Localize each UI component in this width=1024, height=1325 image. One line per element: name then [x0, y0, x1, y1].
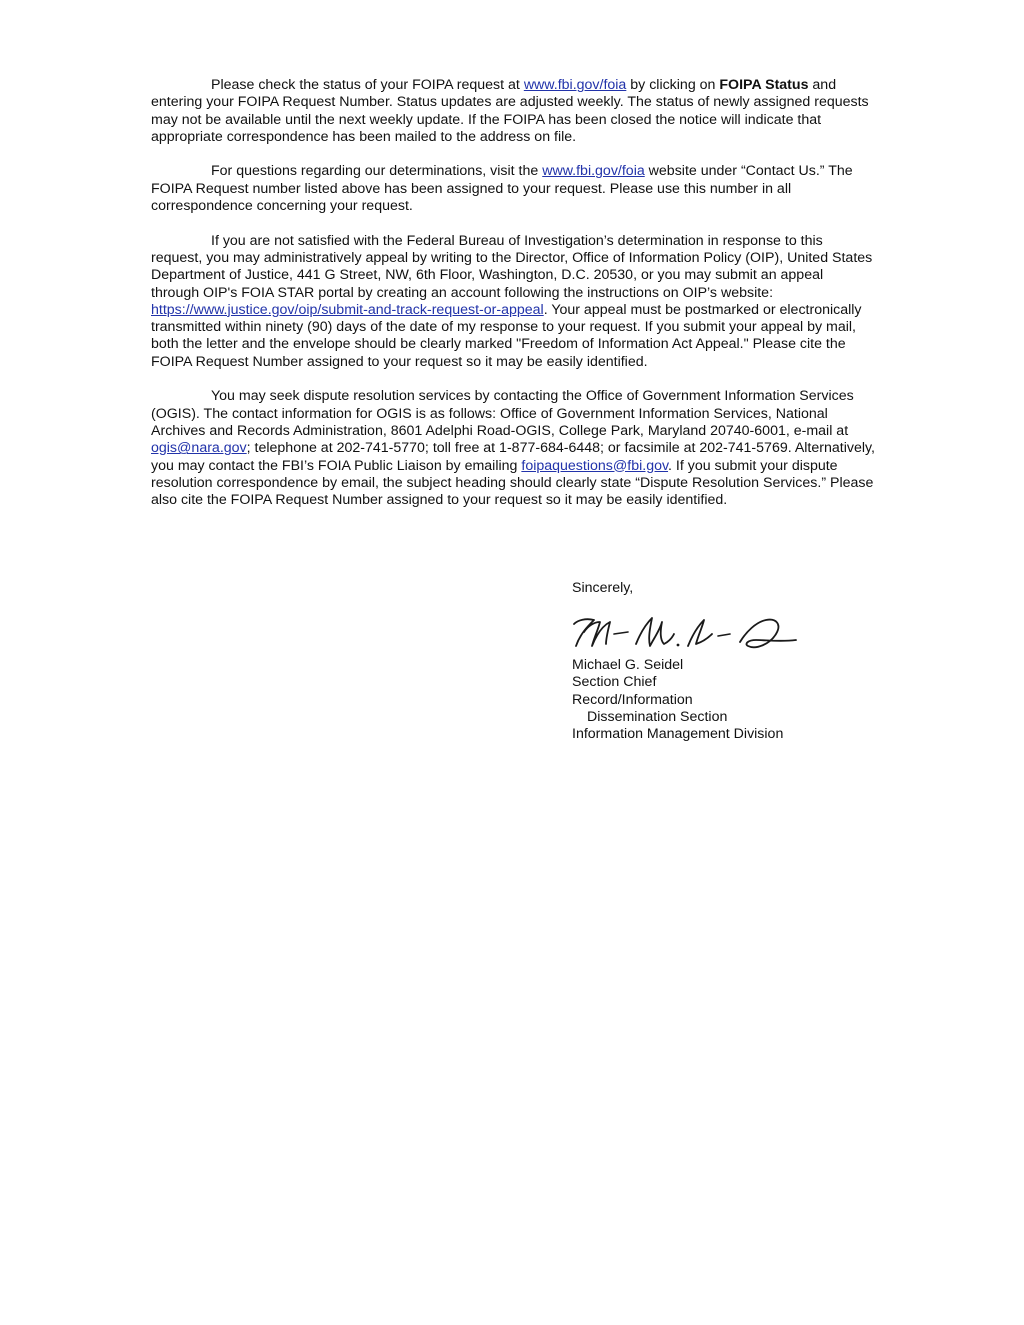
paragraph-status-check: [151, 77, 875, 146]
signer-section-line1: Record/Information: [572, 691, 693, 708]
signer-section-line2: Dissemination Section: [587, 708, 728, 725]
ogis-email-link[interactable]: ogis@nara.gov: [151, 440, 247, 457]
signer-title: Section Chief: [572, 674, 657, 691]
paragraph-text: Please check the status of your FOIPA request at: [211, 77, 524, 93]
paragraph-text: . If you submit your dispute resolution correspondence by email, the subject heading should clearly state “Dispute Resolution Services.” Please also cite the FOIPA Request Number assigned to your request so it may be easily identified.: [151, 457, 874, 509]
paragraph-text: You may seek dispute resolution services by contacting the Office of Government Information Services (OGIS). The contact information for OGIS is as follows: Office of Government Information Services, National Archives and Records Administration, 8601 Adelphi Road-OGIS, College Park, Maryland 20740-6001, e-mail at: [151, 388, 854, 439]
foipa-status-label: FOIPA Status: [719, 77, 809, 93]
paragraph-text: For questions regarding our determinations, visit the: [211, 163, 543, 180]
signature-icon: [570, 612, 802, 658]
fbi-foia-link[interactable]: www.fbi.gov/foia: [523, 77, 627, 93]
paragraph-text: website under “Contact Us.” The FOIPA Request number listed above has been assigned to your request. Please use this number in all correspondence concerning your request.: [151, 163, 853, 215]
signer-division: Information Management Division: [572, 726, 784, 743]
paragraph-questions: [151, 163, 875, 215]
foipa-questions-email-link[interactable]: foipaquestions@fbi.gov: [521, 457, 669, 474]
paragraph-appeal: [151, 233, 875, 371]
paragraph-text: If you are not satisfied with the Federal Bureau of Investigation’s determination in response to this request, you may administratively appeal by writing to the Director, Office of Information Policy (OIP), United States Department of Justice, 441 G Street, NW, 6th Floor, Washington, D.C. 20530, or you may submit an appeal through OIP's FOIA STAR portal by creating an account following the instructions on OIP’s website:: [151, 232, 873, 301]
fbi-foia-link[interactable]: www.fbi.gov/foia: [542, 163, 645, 180]
paragraph-text: . Your appeal must be postmarked or electronically transmitted within ninety (90) days of the date of my response to your request. If you submit your appeal by mail, both the letter and the envelope should be clearly marked "Freedom of Information Act Appeal." Please cite the FOIPA Request Number assigned to your request so it may be easily identified.: [151, 301, 862, 370]
paragraph-text: ; telephone at 202-741-5770; toll free at 1-877-684-6448; or facsimile at 202-741-5769. Alternatively, you may contact the FBI’s FOIA Public Liaison by emailing: [151, 440, 875, 474]
oip-appeal-link[interactable]: https://www.justice.gov/oip/submit-and-track-request-or-appeal: [151, 301, 544, 318]
closing-salutation: Sincerely,: [572, 580, 634, 596]
signer-name: Michael G. Seidel: [572, 657, 684, 673]
paragraph-text: and entering your FOIPA Request Number. Status updates are adjusted weekly. The status of newly assigned requests may not be available until the next weekly update. If the FOIPA has been closed the notice will indicate that appropriate correspondence has been mailed to the address on file.: [151, 77, 869, 145]
signature-block: [572, 657, 892, 743]
letter-body: [151, 77, 875, 527]
paragraph-text: by clicking on: [626, 77, 720, 93]
paragraph-dispute-resolution: [151, 388, 875, 509]
